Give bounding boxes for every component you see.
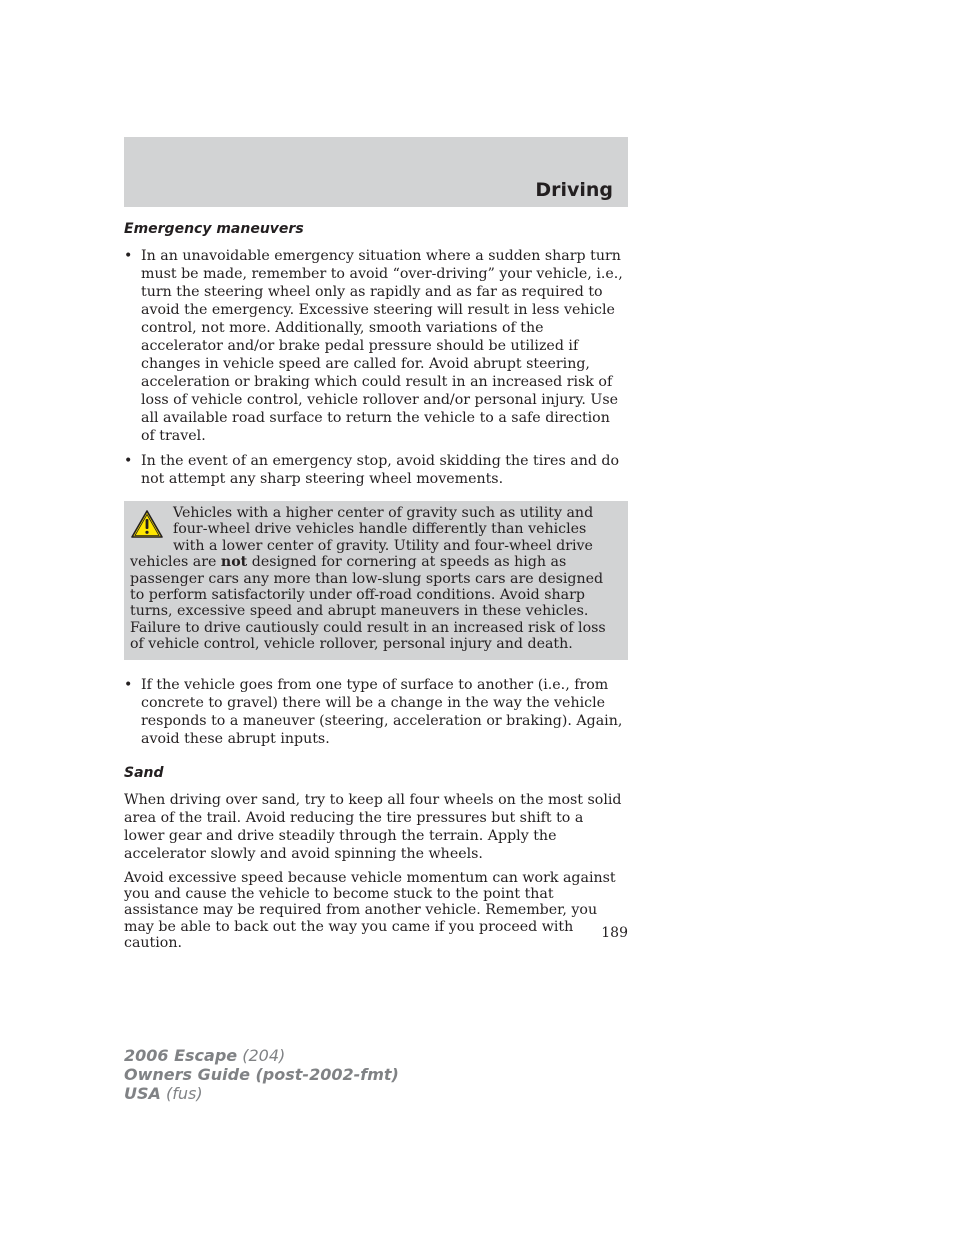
footer-model-code: (204) (237, 1046, 286, 1065)
list-item: • If the vehicle goes from one type of surface to another (i.e., from concrete to gravel) there will be a change in the way the vehicle responds to a maneuver (steering, acceleration or braking). Again, avoid these abrupt inputs. (124, 676, 628, 748)
footer-market: USA (124, 1084, 161, 1103)
footer-line-1 (124, 1046, 399, 1065)
page-content (124, 220, 628, 959)
warning-emphasis: not (220, 554, 248, 571)
bullet-list (124, 247, 628, 488)
paragraph: When driving over sand, try to keep all four wheels on the most solid area of the trail. Avoid reducing the tire pressures but shift to a lower gear and drive steadily through the terrain. Apply the accelerator slowly and avoid spinning the wheels. (124, 791, 622, 862)
bullet-list (124, 676, 628, 748)
page-number: 189 (601, 925, 628, 941)
section-heading-emergency: Emergency maneuvers (124, 221, 304, 237)
warning-text-end: designed for cornering at speeds as high as passenger cars any more than low-slung sports cars are designed to perform satisfactorily under off-road conditions. Avoid sharp turns, excessive speed and abrupt maneuvers in these vehicles. Failure to drive cautiously could result in an increased risk of loss of vehicle control, vehicle rollover, personal injury and death. (130, 554, 606, 653)
list-item: • In an unavoidable emergency situation where a sudden sharp turn must be made, remember to avoid “over-driving” your vehicle, i.e., turn the steering wheel only as rapidly and as far as required to avoid the emergency. Excessive steering will result in less vehicle control, not more. Additionally, smooth variations of the accelerator and/or brake pedal pressure should be utilized if changes in vehicle speed are called for. Avoid abrupt steering, acceleration or braking which could result in an increased risk of loss of vehicle control, vehicle rollover and/or personal injury. Use all available road surface to return the vehicle to a safe direction of travel. (124, 247, 628, 445)
warning-text-start: Vehicles with a higher center of gravity such as utility and four-wheel drive vehicles handle differently than vehicles with a lower center of gravity. Utility and four-wheel drive vehicles are (130, 505, 594, 571)
section-heading-sand: Sand (124, 764, 164, 781)
footer (124, 1046, 399, 1103)
warning-box (124, 501, 628, 660)
page-title: Driving (535, 179, 613, 201)
footer-model: 2006 Escape (124, 1046, 238, 1065)
header-band (124, 137, 628, 207)
paragraph: Avoid excessive speed because vehicle momentum can work against you and cause the vehicle to become stuck to the point that assistance may be required from another vehicle. Remember, you may be able to back out the way you came if you proceed with caution. (124, 869, 616, 952)
warning-triangle-icon (130, 509, 164, 539)
list-item: • In the event of an emergency stop, avoid skidding the tires and do not attempt any sharp steering wheel movements. (124, 452, 628, 488)
footer-line-3 (124, 1084, 399, 1103)
footer-market-code: (fus) (160, 1084, 203, 1103)
footer-line-2 (124, 1065, 399, 1084)
footer-guide: Owners Guide (post-2002-fmt) (124, 1065, 399, 1084)
